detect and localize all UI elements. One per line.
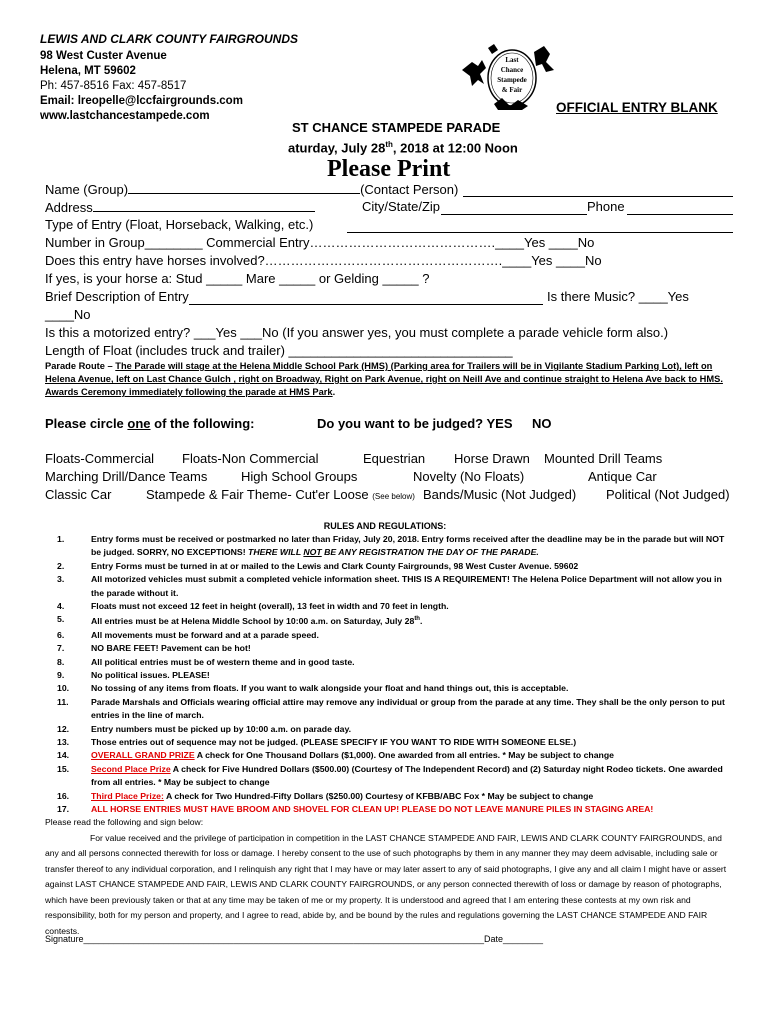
contact-field[interactable] <box>463 183 733 197</box>
description-field[interactable] <box>189 291 543 305</box>
svg-text:Chance: Chance <box>500 66 524 74</box>
category-option[interactable]: Floats-Commercial <box>45 451 155 466</box>
svg-text:Last: Last <box>505 56 519 64</box>
category-option[interactable]: Marching Drill/Dance Teams <box>45 469 208 484</box>
consent-body: For value received and the privilege of participation in competition in the LAST CHANCE STAMPEDE AND FAIR, LEWIS AND CLARK COUNTY FAIRGROUNDS, and any and all persons connected therewith for loss or damage. I hereby consent to the use of such photographs by them in any manner they may deem advisable, including sale or transfer thereof to any individual corporation, and I relinquish any right that I may have or may later assert to any of said photographs, I give any and all claim I might have or assert against LAST CHANCE STAMPEDE AND FAIR, LEWIS AND CLARK COUNTY FAIRGROUNDS, or any person connected therewith of loss or damage by reason of photographs, which have been previously taken or that at any time may be taken of me or my property. It is understood and agreed that I am entering these contests at my own risk and responsibility, both for my person and property, and I agree to read, abide by, and be bound by the rules and regulations governing the LAST CHANCE STAMPEDE AND FAIR contests. <box>45 832 727 936</box>
category-option[interactable]: Mounted Drill Teams <box>544 451 663 466</box>
rule-item: 12. Entry numbers must be picked up by 10:00 a.m. on parade day. <box>57 723 352 734</box>
event-title <box>282 119 518 156</box>
category-option[interactable]: Political (Not Judged) <box>606 487 730 502</box>
rule-item: 11. Parade Marshals and Officials wearing official attire may remove any individual or group from the parade at any time. They shall be the only person to put entries in the line of march. <box>57 696 725 721</box>
citystatezip-field[interactable] <box>441 201 587 215</box>
category-option[interactable]: Stampede & Fair Theme- Cut'er Loose (See below) <box>146 487 415 502</box>
email: Email: lreopelle@lccfairgrounds.com <box>40 95 243 107</box>
category-option[interactable]: Classic Car <box>45 487 112 502</box>
rule-item: 4. Floats must not exceed 12 feet in height (overall), 13 feet in width and 70 feet in length. <box>57 601 449 612</box>
address-field[interactable] <box>93 198 315 212</box>
category-row-3 <box>45 486 735 504</box>
description-label: Brief Description of Entry <box>45 289 189 304</box>
judged-question: Do you want to be judged? YES <box>317 416 513 431</box>
type-row <box>45 216 735 234</box>
length-field[interactable]: _______________________________ <box>288 343 513 358</box>
type-field[interactable] <box>347 219 733 233</box>
category-options <box>45 450 735 504</box>
parade-route: Parade Route – The Parade will stage at the Helena Middle School Park (HMS) (Parking area for Trailers will be in Vigilante Stadium Parking Lot), left on Helena Avenue, left on Last Chance Gulch , right on Broadway, Right on Park Avenue, right on Neill Ave and continue straight to Helena Ave back to HMS. Awards Ceremony immediately following the parade at HMS Park. <box>45 361 723 397</box>
please-print: Please Print <box>327 156 451 182</box>
name-label: Name (Group) <box>45 182 129 197</box>
signature-line[interactable]: Signature________________________________________________________________________________Date________ <box>45 934 544 944</box>
svg-text:Stampede: Stampede <box>497 76 527 84</box>
citystatezip-label: City/State/Zip <box>362 199 441 214</box>
horses-row: Does this entry have horses involved?……………………………………………….____Yes ____No <box>45 253 602 268</box>
description-row <box>45 288 735 306</box>
route-text: The Parade will stage at the Helena Middle School Park (HMS) (Parking area for Trailers will be in Vigilante Stadium Parking Lot), left on Helena Avenue, left on Last Chance Gulch , right on Broadway, Right on Park Avenue, right on Neill Ave and continue straight to Helena Ave back to HMS. Awards Ceremony immediately following the parade at HMS Park <box>45 361 723 397</box>
number-row: Number in Group________ Commercial Entry…………………………………….____Yes ____No <box>45 235 595 250</box>
category-row-1 <box>45 450 735 468</box>
category-option[interactable]: Bands/Music (Not Judged) <box>423 487 577 502</box>
music-no: ____No <box>45 307 91 322</box>
name-row <box>45 180 735 198</box>
rule-item: 17. ALL HORSE ENTRIES MUST HAVE BROOM AND SHOVEL FOR CLEAN UP! PLEASE DO NOT LEAVE MANURE PILES IN STAGING AREA! <box>57 804 654 815</box>
type-label: Type of Entry (Float, Horseback, Walking, etc.) <box>45 217 314 232</box>
rule-item: 10. No tossing of any items from floats. If you want to walk alongside your float and hand things out, this is acceptable. <box>57 683 569 694</box>
circle-row: Please circle one of the following: Do you want to be judged? YES NO <box>45 416 552 431</box>
horse-type-row: If yes, is your horse a: Stud _____ Mare _____ or Gelding _____ ? <box>45 271 430 286</box>
category-option[interactable]: Equestrian <box>363 451 426 466</box>
category-option[interactable]: Novelty (No Floats) <box>413 469 525 484</box>
entry-form <box>45 180 735 360</box>
official-entry-blank: OFFICIAL ENTRY BLANK <box>556 100 718 115</box>
contact-label: (Contact Person) <box>360 182 459 197</box>
address-row <box>45 198 735 216</box>
name-field[interactable] <box>128 180 360 194</box>
org-address <box>40 49 243 124</box>
city: Helena, MT 59602 <box>40 65 136 77</box>
rule-item: 7. NO BARE FEET! Pavement can be hot! <box>57 643 251 654</box>
length-label: Length of Float (includes truck and trailer) <box>45 343 285 358</box>
rule-item: 3. All motorized vehicles must submit a completed vehicle information sheet. THIS IS A REQUIREMENT! The Helena Police Department will not allow you in the parade without it. <box>57 574 722 598</box>
category-option[interactable]: Horse Drawn <box>454 451 530 466</box>
svg-text:& Fair: & Fair <box>501 86 523 94</box>
rule-item: 13. Those entries out of sequence may not be judged. (PLEASE SPECIFY IF YOU WANT TO RIDE WITH SOMEONE ELSE.) <box>57 736 577 747</box>
street: 98 West Custer Avenue <box>40 50 167 62</box>
rule-item: 1. Entry forms must be received or postmarked no later than Friday, July 20, 2018. Entry forms received after the deadline may be in the parade but will NOT be judged. SORRY, NO EXCEPTIONS! THERE WILL NOT BE ANY REGISTRATION THE DAY OF THE PARADE. <box>57 534 725 558</box>
route-label: Parade Route <box>45 361 105 371</box>
consent-intro: Please read the following and sign below: <box>45 817 204 827</box>
phone-fax: Ph: 457-8516 Fax: 457-8517 <box>40 80 187 92</box>
category-option[interactable]: High School Groups <box>241 469 358 484</box>
rule-item: 16. Third Place Prize: A check for Two Hundred-Fifty Dollars ($250.00) Courtesy of KFBB/ABC Fox * May be subject to change <box>57 790 594 801</box>
rule-item: 15. Second Place Prize A check for Five Hundred Dollars ($500.00) (Courtesy of The Independent Record) and (2) Saturday night Rodeo tickets. One awarded from all entries. * May be subject to change <box>57 763 723 788</box>
length-row <box>45 342 735 360</box>
category-option[interactable]: Antique Car <box>588 469 657 484</box>
phone-field[interactable] <box>627 201 733 215</box>
motorized-row: Is this a motorized entry? ___Yes ___No (If you answer yes, you must complete a parade vehicle form also.) <box>45 325 669 340</box>
consent-section <box>45 815 735 939</box>
event-date: aturday, July 28th, 2018 at 12:00 Noon <box>288 140 518 156</box>
rule-item: 14. OVERALL GRAND PRIZE A check for One Thousand Dollars ($1,000). One awarded from all entries. * May be subject to change <box>57 750 614 761</box>
rule-item: 9. No political issues. PLEASE! <box>57 669 210 680</box>
event-name: ST CHANCE STAMPEDE PARADE <box>292 120 501 135</box>
rule-item: 6. All movements must be forward and at a parade speed. <box>57 629 319 640</box>
category-row-2 <box>45 468 735 486</box>
rules-title: RULES AND REGULATIONS: <box>323 521 447 531</box>
judged-no[interactable]: NO <box>532 416 552 431</box>
website: www.lastchancestampede.com <box>40 110 210 122</box>
music-label: Is there Music? ____Yes <box>547 289 689 304</box>
rules-list <box>45 533 735 816</box>
phone-label: Phone <box>587 199 625 214</box>
rule-item: 2. Entry Forms must be turned in at or mailed to the Lewis and Clark County Fairgrounds, 98 West Custer Avenue. 59602 <box>57 560 579 571</box>
category-option[interactable]: Floats-Non Commercial <box>182 451 319 466</box>
stampede-logo <box>458 40 558 112</box>
rule-item: 8. All political entries must be of western theme and in good taste. <box>57 656 355 667</box>
address-label: Address <box>45 200 93 215</box>
org-name: LEWIS AND CLARK COUNTY FAIRGROUNDS <box>40 32 298 46</box>
rule-item: 5. All entries must be at Helena Middle School by 10:00 a.m. on Saturday, July 28th. <box>57 614 423 627</box>
